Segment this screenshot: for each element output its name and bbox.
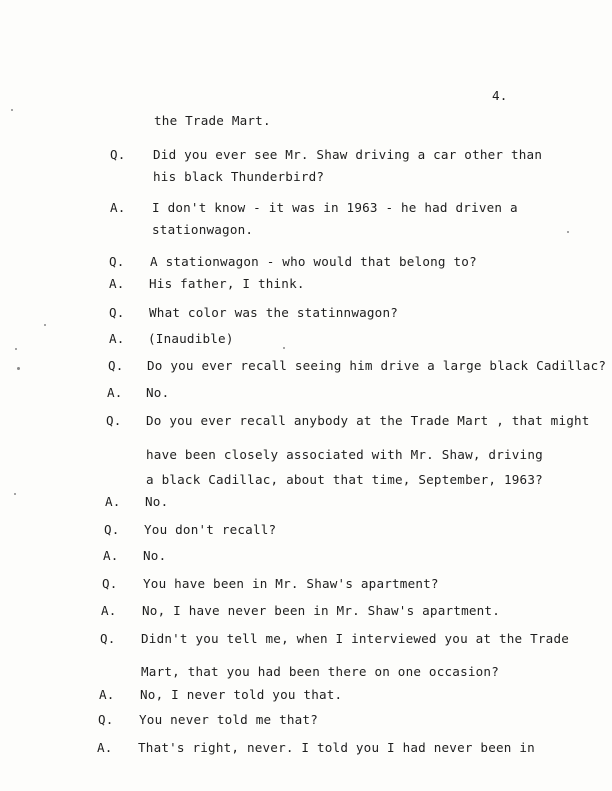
transcript-line: stationwagon. bbox=[152, 222, 254, 237]
speaker-label: A. bbox=[97, 740, 113, 755]
transcript-line: No. bbox=[145, 494, 169, 509]
transcript-line: No, I have never been in Mr. Shaw's apartment. bbox=[142, 603, 500, 618]
speaker-label: Q. bbox=[109, 305, 125, 320]
speaker-label: Q. bbox=[108, 358, 124, 373]
transcript-line: No. bbox=[143, 548, 167, 563]
speaker-label: A. bbox=[99, 687, 115, 702]
transcript-line: What color was the statinnwagon? bbox=[149, 305, 399, 320]
speaker-label: A. bbox=[109, 276, 125, 291]
speaker-label: Q. bbox=[106, 413, 122, 428]
transcript-line: You never told me that? bbox=[139, 712, 318, 727]
transcript-line: have been closely associated with Mr. Shaw, driving bbox=[146, 447, 543, 462]
speaker-label: A. bbox=[105, 494, 121, 509]
speaker-label: Q. bbox=[100, 631, 116, 646]
transcript-line: A stationwagon - who would that belong to? bbox=[150, 254, 477, 269]
page-number: 4. bbox=[492, 88, 508, 103]
transcript-line: his black Thunderbird? bbox=[153, 169, 325, 184]
transcript-line: No. bbox=[146, 385, 170, 400]
transcript-line: You have been in Mr. Shaw's apartment? bbox=[143, 576, 439, 591]
transcript-line: That's right, never. I told you I had never been in bbox=[138, 740, 535, 755]
speaker-label: Q. bbox=[110, 147, 126, 162]
speaker-label: Q. bbox=[102, 576, 118, 591]
transcript-line: a black Cadillac, about that time, September, 1963? bbox=[146, 472, 543, 487]
transcript-line: Do you ever recall seeing him drive a large black Cadillac? bbox=[147, 358, 607, 373]
speaker-label: A. bbox=[109, 331, 125, 346]
speaker-label: A. bbox=[101, 603, 117, 618]
transcript-line: I don't know - it was in 1963 - he had driven a bbox=[152, 200, 518, 215]
speaker-label: A. bbox=[103, 548, 119, 563]
transcript-line: No, I never told you that. bbox=[140, 687, 343, 702]
speaker-label: A. bbox=[107, 385, 123, 400]
scan-speck bbox=[44, 324, 46, 326]
transcript-line: the Trade Mart. bbox=[154, 113, 271, 128]
scan-speck bbox=[567, 231, 569, 233]
scan-speck bbox=[14, 493, 16, 495]
transcript-line: Mart, that you had been there on one occasion? bbox=[141, 664, 499, 679]
speaker-label: Q. bbox=[98, 712, 114, 727]
speaker-label: Q. bbox=[104, 522, 120, 537]
transcript-line: (Inaudible) bbox=[148, 331, 234, 346]
transcript-line: Did you ever see Mr. Shaw driving a car other than bbox=[153, 147, 543, 162]
transcript-line: Do you ever recall anybody at the Trade Mart , that might bbox=[146, 413, 590, 428]
transcript-line: You don't recall? bbox=[144, 522, 277, 537]
transcript-line: His father, I think. bbox=[149, 276, 305, 291]
scan-speck bbox=[17, 367, 20, 370]
scan-speck bbox=[11, 109, 13, 111]
scan-speck bbox=[15, 348, 17, 350]
scan-speck bbox=[283, 347, 285, 349]
transcript-line: Didn't you tell me, when I interviewed you at the Trade bbox=[141, 631, 570, 646]
speaker-label: Q. bbox=[109, 254, 125, 269]
speaker-label: A. bbox=[110, 200, 126, 215]
